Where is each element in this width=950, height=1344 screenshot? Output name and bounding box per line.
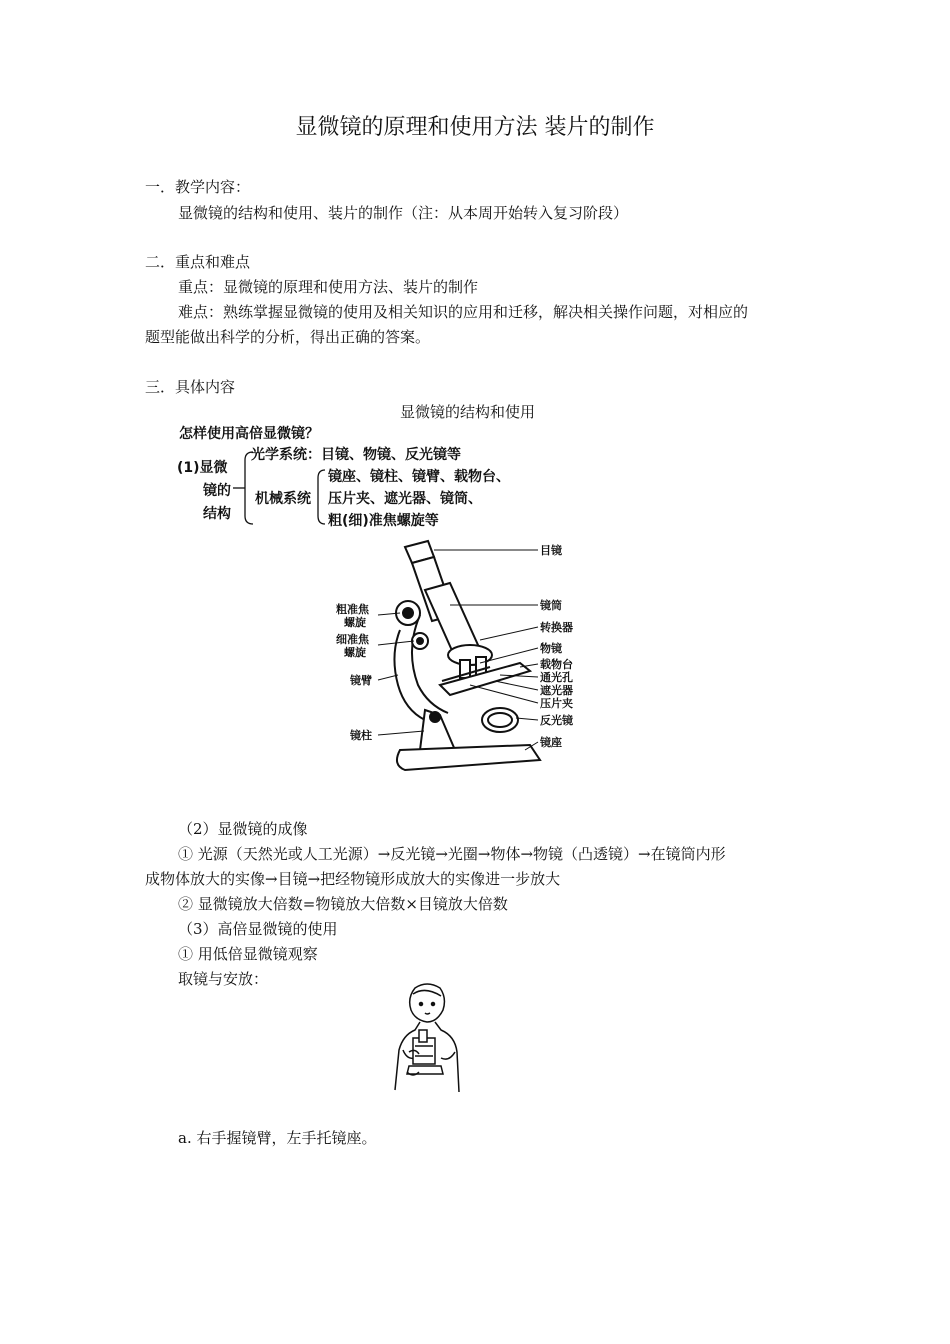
label-diaphragm: 遮光器: [540, 684, 573, 697]
label-nosepiece: 转换器: [540, 621, 573, 634]
structure-diagram: [175, 420, 515, 530]
section1-heading: 一．教学内容：: [145, 178, 251, 196]
section1-body: 显微镜的结构和使用、装片的制作（注：从本周开始转入复习阶段）: [178, 204, 629, 222]
section2-heading: 二．重点和难点: [145, 253, 251, 271]
usage-take-place: 取镜与安放：: [178, 970, 269, 988]
diagram-mechanical-label: 机械系统: [255, 491, 311, 507]
diagram-root-line2: 镜的: [203, 483, 231, 499]
label-stage-clip: 压片夹: [540, 697, 573, 710]
diagram-mechanical-item1: 镜座、镜柱、镜臂、载物台、: [328, 469, 510, 485]
label-stage: 载物台: [540, 658, 573, 671]
step-a: a. 右手握镜臂，左手托镜座。: [178, 1129, 377, 1147]
diagram-mechanical-item3: 粗(细)准焦螺旋等: [328, 513, 439, 529]
diagram-mechanical-item2: 压片夹、遮光器、镜筒、: [328, 491, 482, 507]
imaging-heading: （2）显微镜的成像: [178, 820, 308, 838]
difficulty-line2: 题型能做出科学的分析，得出正确的答案。: [145, 328, 431, 346]
usage-item1: ① 用低倍显微镜观察: [178, 945, 318, 963]
diagram-question: 怎样使用高倍显微镜？: [179, 426, 319, 442]
usage-heading: （3）高倍显微镜的使用: [178, 920, 338, 938]
key-point: 重点：显微镜的原理和使用方法、装片的制作: [178, 278, 479, 296]
section3-subtitle: 显微镜的结构和使用: [400, 403, 536, 421]
section3-heading: 三．具体内容: [145, 378, 236, 396]
label-aperture: 通光孔: [540, 671, 573, 684]
imaging-item1-line2: 成物体放大的实像→目镜→把经物镜形成放大的实像进一步放大: [145, 870, 561, 888]
microscope-figure: [330, 535, 590, 785]
label-tube: 镜筒: [540, 599, 562, 612]
label-objective: 物镜: [540, 642, 562, 655]
difficulty-line1: 难点：熟练掌握显微镜的使用及相关知识的应用和迁移，解决相关操作问题，对相应的: [178, 303, 749, 321]
imaging-item2: ② 显微镜放大倍数=物镜放大倍数×目镜放大倍数: [178, 895, 508, 913]
label-fine-focus-2: 螺旋: [344, 646, 366, 659]
diagram-root-line3: 结构: [203, 506, 231, 522]
label-pillar: 镜柱: [350, 729, 372, 742]
imaging-item1-line1: ① 光源（天然光或人工光源）→反光镜→光圈→物体→物镜（凸透镜）→在镜筒内形: [178, 845, 726, 863]
label-arm: 镜臂: [350, 674, 372, 687]
label-fine-focus-1: 细准焦: [336, 633, 369, 646]
diagram-optical: 光学系统：目镜、物镜、反光镜等: [251, 447, 461, 463]
label-eyepiece: 目镜: [540, 544, 562, 557]
diagram-root-line1: (1)显微: [177, 460, 228, 476]
person-holding-microscope-illustration: [385, 980, 465, 1100]
label-base: 镜座: [540, 736, 562, 749]
label-coarse-focus-1: 粗准焦: [336, 603, 369, 616]
label-mirror: 反光镜: [540, 714, 573, 727]
label-coarse-focus-2: 螺旋: [344, 616, 366, 629]
page-title: 显微镜的原理和使用方法 装片的制作: [295, 115, 655, 140]
